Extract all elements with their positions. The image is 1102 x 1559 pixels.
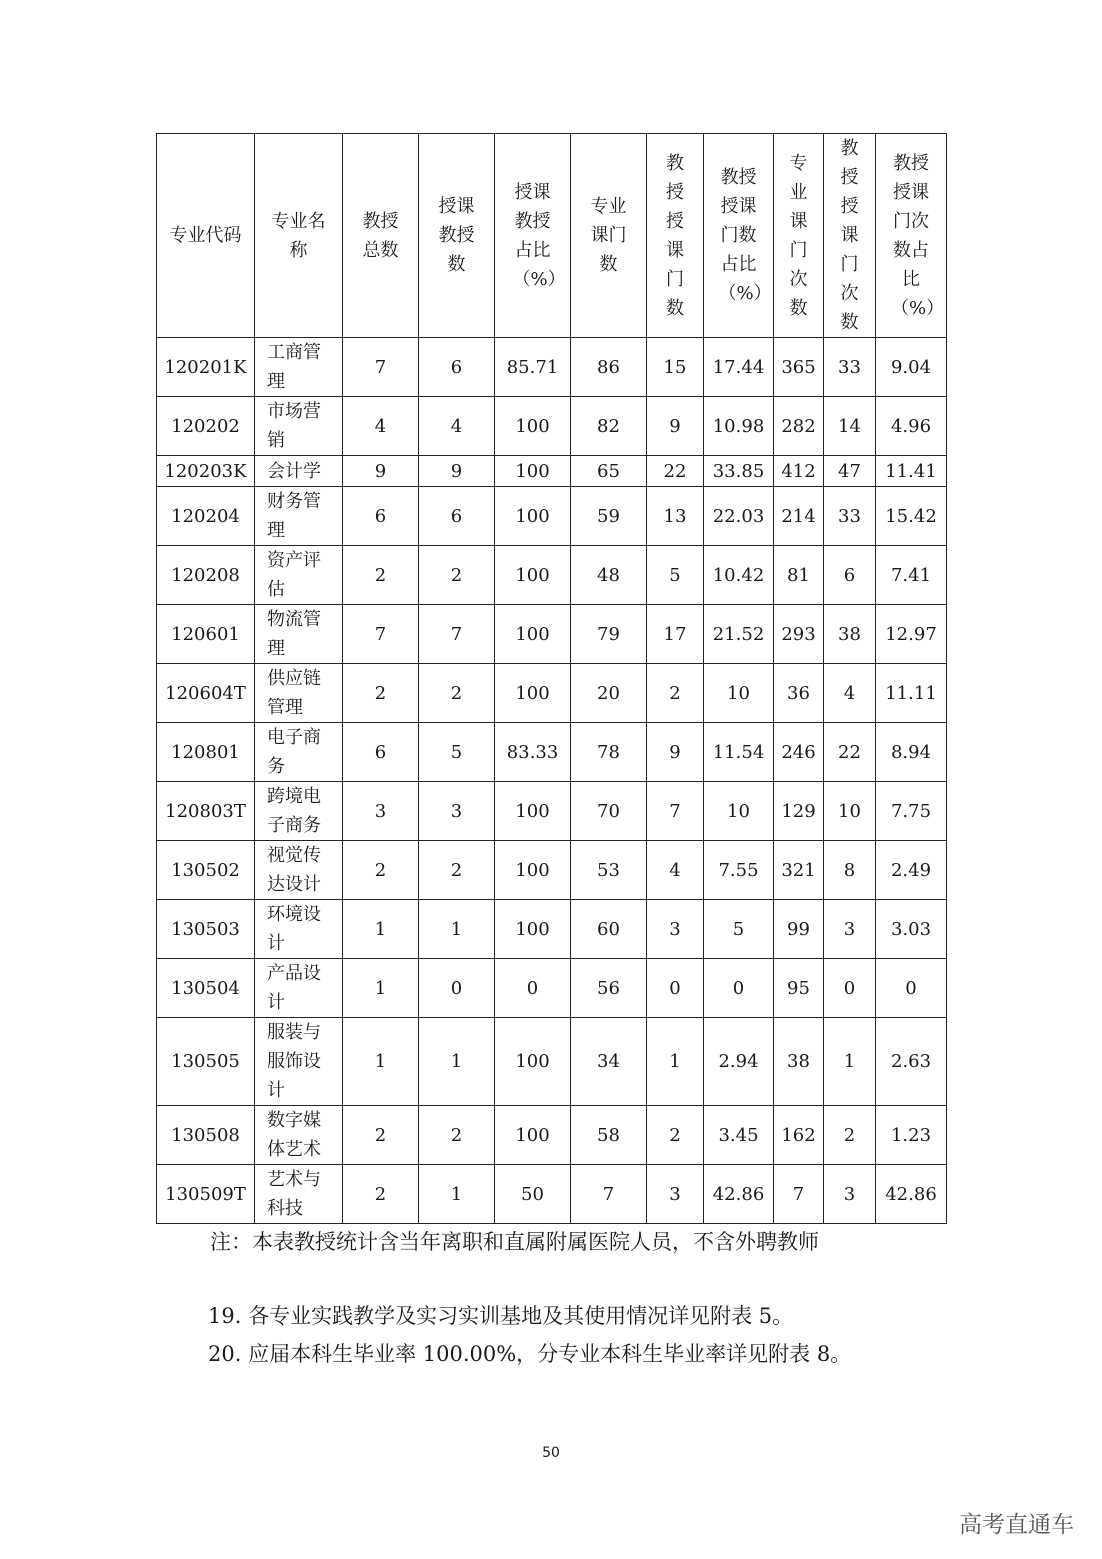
cell-major-name: 市场营销 xyxy=(255,397,343,456)
watermark: 高考直通车 xyxy=(959,1512,1074,1538)
table-cell: 8 xyxy=(824,841,876,900)
table-cell: 10 xyxy=(704,782,774,841)
table-cell: 1 xyxy=(419,1018,495,1106)
table-cell: 9 xyxy=(647,397,704,456)
table-cell: 95 xyxy=(774,959,824,1018)
cell-major-code: 120202 xyxy=(157,397,255,456)
table-cell: 3 xyxy=(824,900,876,959)
table-cell: 2 xyxy=(647,664,704,723)
header-professor-total: 教授总数 xyxy=(343,134,419,338)
table-cell: 2 xyxy=(419,664,495,723)
table-cell: 365 xyxy=(774,338,824,397)
table-cell: 9.04 xyxy=(876,338,947,397)
table-row xyxy=(157,900,947,959)
table-cell: 12.97 xyxy=(876,605,947,664)
table-cell: 100 xyxy=(495,605,571,664)
table-cell: 7 xyxy=(419,605,495,664)
cell-major-name: 电子商务 xyxy=(255,723,343,782)
cell-major-name: 产品设计 xyxy=(255,959,343,1018)
cell-major-name: 会计学 xyxy=(255,456,343,487)
page-number: 50 xyxy=(542,1445,560,1461)
table-cell: 79 xyxy=(571,605,647,664)
table-cell: 4 xyxy=(419,397,495,456)
table-cell: 2.63 xyxy=(876,1018,947,1106)
table-cell: 0 xyxy=(876,959,947,1018)
table-row xyxy=(157,338,947,397)
table-cell: 0 xyxy=(824,959,876,1018)
table-cell: 100 xyxy=(495,1106,571,1165)
cell-major-code: 120604T xyxy=(157,664,255,723)
cell-major-name: 环境设计 xyxy=(255,900,343,959)
table-cell: 21.52 xyxy=(704,605,774,664)
table-cell: 85.71 xyxy=(495,338,571,397)
table-cell: 99 xyxy=(774,900,824,959)
cell-major-code: 130505 xyxy=(157,1018,255,1106)
table-cell: 33.85 xyxy=(704,456,774,487)
cell-major-code: 130508 xyxy=(157,1106,255,1165)
header-teaching-professor-ratio: 授课教授占比（%） xyxy=(495,134,571,338)
table-cell: 1 xyxy=(343,900,419,959)
table-cell: 100 xyxy=(495,397,571,456)
table-cell: 4 xyxy=(343,397,419,456)
table-cell: 33 xyxy=(824,487,876,546)
table-cell: 100 xyxy=(495,900,571,959)
cell-major-name: 资产评估 xyxy=(255,546,343,605)
table-cell: 6 xyxy=(343,723,419,782)
table-cell: 293 xyxy=(774,605,824,664)
header-professor-course-sessions: 教授授课门次数 xyxy=(824,134,876,338)
table-cell: 4.96 xyxy=(876,397,947,456)
table-cell: 2 xyxy=(419,546,495,605)
cell-major-code: 130504 xyxy=(157,959,255,1018)
table-row xyxy=(157,723,947,782)
table-cell: 42.86 xyxy=(876,1165,947,1224)
cell-major-code: 120803T xyxy=(157,782,255,841)
header-major-courses: 专业课门数 xyxy=(571,134,647,338)
table-cell: 65 xyxy=(571,456,647,487)
table-cell: 2 xyxy=(419,841,495,900)
table-cell: 2 xyxy=(343,546,419,605)
table-cell: 59 xyxy=(571,487,647,546)
table-cell: 38 xyxy=(824,605,876,664)
header-teaching-professors: 授课教授数 xyxy=(419,134,495,338)
table-cell: 14 xyxy=(824,397,876,456)
table-cell: 7 xyxy=(343,605,419,664)
table-cell: 0 xyxy=(495,959,571,1018)
table-cell: 7 xyxy=(343,338,419,397)
table-row xyxy=(157,397,947,456)
table-cell: 2 xyxy=(343,841,419,900)
table-cell: 7.75 xyxy=(876,782,947,841)
table-cell: 246 xyxy=(774,723,824,782)
table-cell: 6 xyxy=(419,338,495,397)
table-cell: 7 xyxy=(774,1165,824,1224)
table-cell: 86 xyxy=(571,338,647,397)
table-cell: 5 xyxy=(704,900,774,959)
table-cell: 3.03 xyxy=(876,900,947,959)
cell-major-code: 120203K xyxy=(157,456,255,487)
table-cell: 3 xyxy=(824,1165,876,1224)
table-cell: 47 xyxy=(824,456,876,487)
table-row xyxy=(157,841,947,900)
cell-major-code: 120208 xyxy=(157,546,255,605)
table-cell: 11.11 xyxy=(876,664,947,723)
table-cell: 412 xyxy=(774,456,824,487)
table-cell: 11.54 xyxy=(704,723,774,782)
table-cell: 2 xyxy=(343,1165,419,1224)
table-cell: 3 xyxy=(343,782,419,841)
table-cell: 6 xyxy=(343,487,419,546)
table-row xyxy=(157,1106,947,1165)
table-cell: 1 xyxy=(343,959,419,1018)
table-cell: 162 xyxy=(774,1106,824,1165)
table-cell: 38 xyxy=(774,1018,824,1106)
table-cell: 100 xyxy=(495,664,571,723)
table-cell: 10.42 xyxy=(704,546,774,605)
cell-major-code: 120201K xyxy=(157,338,255,397)
table-cell: 1.23 xyxy=(876,1106,947,1165)
professor-teaching-table xyxy=(156,133,947,1224)
table-cell: 8.94 xyxy=(876,723,947,782)
table-cell: 22 xyxy=(824,723,876,782)
table-cell: 6 xyxy=(824,546,876,605)
header-professor-courses: 教授授课门数 xyxy=(647,134,704,338)
table-row xyxy=(157,456,947,487)
table-cell: 2 xyxy=(343,1106,419,1165)
table-row xyxy=(157,487,947,546)
table-row xyxy=(157,664,947,723)
table-cell: 11.41 xyxy=(876,456,947,487)
table-cell: 4 xyxy=(647,841,704,900)
table-cell: 42.86 xyxy=(704,1165,774,1224)
table-cell: 100 xyxy=(495,546,571,605)
cell-major-code: 130502 xyxy=(157,841,255,900)
table-cell: 15 xyxy=(647,338,704,397)
cell-major-name: 物流管理 xyxy=(255,605,343,664)
table-cell: 3 xyxy=(419,782,495,841)
table-cell: 20 xyxy=(571,664,647,723)
table-cell: 1 xyxy=(824,1018,876,1106)
table-cell: 100 xyxy=(495,487,571,546)
table-cell: 17 xyxy=(647,605,704,664)
cell-major-name: 视觉传达设计 xyxy=(255,841,343,900)
table-cell: 7.41 xyxy=(876,546,947,605)
table-note: 注：本表教授统计含当年离职和直属附属医院人员，不含外聘教师 xyxy=(210,1230,819,1254)
paragraph-20: 20. 应届本科生毕业率 100.00%，分专业本科生毕业率详见附表 8。 xyxy=(208,1342,852,1366)
table-cell: 48 xyxy=(571,546,647,605)
table-row xyxy=(157,605,947,664)
table-cell: 5 xyxy=(419,723,495,782)
table-cell: 70 xyxy=(571,782,647,841)
table-cell: 7.55 xyxy=(704,841,774,900)
cell-major-name: 财务管理 xyxy=(255,487,343,546)
cell-major-name: 数字媒体艺术 xyxy=(255,1106,343,1165)
cell-major-name: 跨境电子商务 xyxy=(255,782,343,841)
table-cell: 0 xyxy=(647,959,704,1018)
table-cell: 1 xyxy=(419,1165,495,1224)
table-row xyxy=(157,959,947,1018)
table-cell: 2.49 xyxy=(876,841,947,900)
cell-major-code: 130509T xyxy=(157,1165,255,1224)
table-cell: 1 xyxy=(343,1018,419,1106)
cell-major-name: 工商管理 xyxy=(255,338,343,397)
table-cell: 82 xyxy=(571,397,647,456)
table-cell: 78 xyxy=(571,723,647,782)
table-cell: 100 xyxy=(495,1018,571,1106)
table-cell: 100 xyxy=(495,841,571,900)
table-cell: 2 xyxy=(343,664,419,723)
cell-major-code: 120601 xyxy=(157,605,255,664)
paragraph-19: 19. 各专业实践教学及实习实训基地及其使用情况详见附表 5。 xyxy=(208,1304,794,1328)
table-cell: 2 xyxy=(419,1106,495,1165)
table-cell: 3 xyxy=(647,1165,704,1224)
cell-major-code: 130503 xyxy=(157,900,255,959)
table-cell: 13 xyxy=(647,487,704,546)
table-cell: 53 xyxy=(571,841,647,900)
table-cell: 36 xyxy=(774,664,824,723)
table-row xyxy=(157,1018,947,1106)
header-professor-session-ratio: 教授授课门次数占比（%） xyxy=(876,134,947,338)
table-body xyxy=(157,338,947,1224)
table-cell: 0 xyxy=(419,959,495,1018)
table-cell: 282 xyxy=(774,397,824,456)
table-cell: 214 xyxy=(774,487,824,546)
table-cell: 2.94 xyxy=(704,1018,774,1106)
table-cell: 22.03 xyxy=(704,487,774,546)
header-major-name: 专业名称 xyxy=(255,134,343,338)
table-cell: 2 xyxy=(647,1106,704,1165)
table-cell: 4 xyxy=(824,664,876,723)
table-cell: 5 xyxy=(647,546,704,605)
header-professor-course-ratio: 教授授课门数占比（%） xyxy=(704,134,774,338)
cell-major-name: 服装与服饰设计 xyxy=(255,1018,343,1106)
table-cell: 60 xyxy=(571,900,647,959)
cell-major-code: 120801 xyxy=(157,723,255,782)
table-cell: 3 xyxy=(647,900,704,959)
table-cell: 10.98 xyxy=(704,397,774,456)
table-cell: 7 xyxy=(571,1165,647,1224)
table-cell: 50 xyxy=(495,1165,571,1224)
table-cell: 58 xyxy=(571,1106,647,1165)
table-cell: 129 xyxy=(774,782,824,841)
table-cell: 6 xyxy=(419,487,495,546)
table-cell: 9 xyxy=(419,456,495,487)
table-header-row xyxy=(157,134,947,338)
table-cell: 17.44 xyxy=(704,338,774,397)
table-cell: 100 xyxy=(495,456,571,487)
table-row xyxy=(157,546,947,605)
header-major-code: 专业代码 xyxy=(157,134,255,338)
table-cell: 0 xyxy=(704,959,774,1018)
table-cell: 3.45 xyxy=(704,1106,774,1165)
table-cell: 1 xyxy=(647,1018,704,1106)
table-cell: 34 xyxy=(571,1018,647,1106)
table-cell: 2 xyxy=(824,1106,876,1165)
table-row xyxy=(157,1165,947,1224)
header-major-course-sessions: 专业课门次数 xyxy=(774,134,824,338)
table-cell: 100 xyxy=(495,782,571,841)
table-cell: 10 xyxy=(704,664,774,723)
table-cell: 33 xyxy=(824,338,876,397)
table-cell: 15.42 xyxy=(876,487,947,546)
table-row xyxy=(157,782,947,841)
table-cell: 7 xyxy=(647,782,704,841)
table-cell: 22 xyxy=(647,456,704,487)
table-cell: 10 xyxy=(824,782,876,841)
table-cell: 83.33 xyxy=(495,723,571,782)
table-cell: 321 xyxy=(774,841,824,900)
cell-major-name: 供应链管理 xyxy=(255,664,343,723)
table-cell: 81 xyxy=(774,546,824,605)
table-cell: 56 xyxy=(571,959,647,1018)
table-cell: 9 xyxy=(343,456,419,487)
cell-major-name: 艺术与科技 xyxy=(255,1165,343,1224)
cell-major-code: 120204 xyxy=(157,487,255,546)
table-cell: 9 xyxy=(647,723,704,782)
table-cell: 1 xyxy=(419,900,495,959)
